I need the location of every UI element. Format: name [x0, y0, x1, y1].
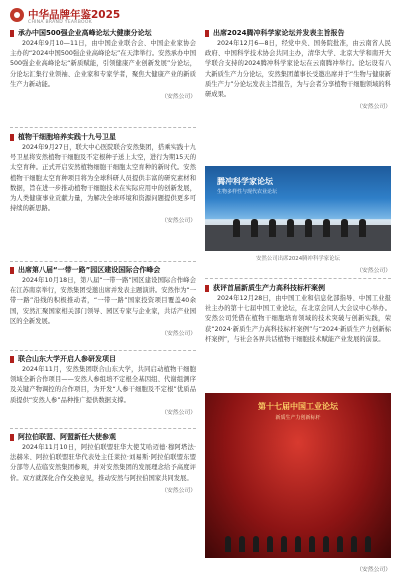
section-divider — [10, 261, 196, 262]
article-left-4 — [10, 432, 196, 494]
article-source: （安然公司） — [356, 268, 391, 274]
yearbook-logo-icon — [10, 8, 24, 22]
photo-speaker — [341, 219, 348, 237]
photo-caption: 安然公司出席2024腾冲科学家论坛 — [256, 256, 340, 262]
article-source: （安然公司） — [161, 218, 196, 225]
photo-speaker — [287, 219, 294, 237]
photo-awardee — [351, 536, 357, 552]
article-left-3 — [10, 354, 196, 416]
section-divider — [10, 350, 196, 351]
article-left-1 — [10, 132, 196, 224]
photo-awardee — [267, 536, 273, 552]
article-body: 2024年12月6—8日，经党中央、国务院批准，由云南省人民政府、中国科学技术协会共同主办，清华大学、北京大学和南开大学联合支持的2024腾冲科学家论坛在云南腾冲举行。论坛设有八大新质生产力分论坛，安然集团董事长受邀出席并于“生物与健康新质生产力”分论坛发表主旨报告，为与会者分享植物干细胞领域的科研成果。 — [205, 40, 391, 99]
section-divider — [10, 127, 196, 128]
photo-awardee — [323, 536, 329, 552]
photo-awardee — [365, 536, 371, 552]
photo-speaker — [233, 219, 240, 237]
photo-banner-text: 第十七届中国工业论坛 — [258, 402, 338, 411]
page-header — [10, 6, 390, 28]
photo-speaker — [359, 219, 366, 237]
photo-awardee — [309, 536, 315, 552]
article-source: （安然公司） — [356, 567, 391, 573]
photo-speaker — [323, 219, 330, 237]
photo-awardee — [281, 536, 287, 552]
article-body: 2024年9月10—11日，由中国企业联合会、中国企业家协会主办的“2024中国500强企业高峰论坛”在天津举行。安然承办中国500强企业高峰论坛“新质赋能，引领健康产业创新发展”分论坛，分论坛汇集行业领袖、企业家和专家学者，聚焦大健康产业的新质生产力新动能。 — [10, 40, 196, 88]
article-source: （安然公司） — [161, 409, 196, 416]
article-title: 出席2024腾冲科学家论坛并发表主旨报告 — [205, 28, 391, 38]
photo-awardee — [295, 536, 301, 552]
article-title: 承办中国500强企业高峰论坛大健康分论坛 — [10, 28, 196, 38]
article-source: （安然公司） — [161, 331, 196, 338]
section-divider — [205, 278, 391, 279]
article-body: 2024年12月28日，由中国工业和信息化部指导、中国工业报社主办的第十七届中国工业论坛，在北京会同人大会议中心举办。安然公司凭借在植物干细胞培育领域的技术突破与创新实践，荣获“2024·新质生产力高科技标杆案例”与“2024·新质生产力创新标杆案例”，与社会各界共话植物干细胞技术赋能产业发展的前景。 — [205, 295, 391, 343]
photo-awardee — [337, 536, 343, 552]
forum-stage-photo — [205, 166, 391, 251]
photo-banner-text: 腾冲科学家论坛 — [217, 177, 273, 186]
article-title: 阿拉伯联盟、阿盟新任大使参观 — [10, 432, 196, 442]
photo-speaker — [251, 219, 258, 237]
yearbook-title: 中华品牌年鉴2025 — [28, 9, 121, 21]
article-left-2 — [10, 265, 196, 337]
photo-speaker — [269, 219, 276, 237]
photo-banner-subtext: 生物多样性与现代农业论坛 — [217, 189, 278, 195]
section-divider — [10, 428, 196, 429]
yearbook-subtitle: CHINA BRAND YEARBOOK — [28, 20, 92, 25]
article-source: （安然公司） — [356, 104, 391, 111]
article-body: 2024年10月18日，第八届“一带一路”园区建设国际合作峰会在江苏南京举行，安然集团受邀出席并发表主题演讲。安然作为“一带一路”沿线的积极推动者，“一带一路”国家投资项目覆盖40余国，安然汇聚国家相关部门领导、园区专家与企业家，共话产业园区的全新发展。 — [10, 277, 196, 325]
photo-awardee — [253, 536, 259, 552]
article-title: 植物干细胞培养实践十九号卫星 — [10, 132, 196, 142]
article-body: 2024年11月，安然集团联合山东大学，共同启动植物干细胞领域全新合作项目——安然人参组培不定根全基因组、代谢组测序及关键产物调控的合作项目，为开发“人参干细胞及不定根”优质品质提供“安然人参”品种推广提供数据支撑。 — [10, 366, 196, 404]
article-source: （安然公司） — [161, 94, 196, 101]
photo-banner-subtext: 新质生产力创新标杆 — [275, 415, 321, 421]
article-right-0 — [205, 28, 391, 110]
article-left-0 — [10, 28, 196, 100]
article-body: 2024年11月10日，阿拉伯联盟驻华大使艾哈迈德·穆阿塔法·法赫米、阿拉伯联盟驻华代表处主任莱拉·刘易斯·阿拉伯联盟东盟分部等人莅临安然集团参观，并对安然集团的发展理念给予高度评价。双方就深化合作交换意见，推动安然与阿拉伯国家共同发展。 — [10, 444, 196, 482]
article-body: 2024年9月27日，联大中心医院联合安然集团，搭乘实践十九号卫星将安然植物干细胞及不定根种子送上太空，进行为期15天的太空育种。正式开启安然植物细胞干细胞太空育种的新时代。安然植物干细胞太空育种项目将为全球科研人员提供丰富的研究素材和数据，旨在进一步推动植物干细胞技术在实际应用中的创新发展，为人类健康事业贡献力量，为解决全球环境和资源问题提供更多可持续的新思路。 — [10, 144, 196, 213]
article-title: 出席第八届“一带一路”园区建设国际合作峰会 — [10, 265, 196, 275]
article-source: （安然公司） — [161, 487, 196, 494]
photo-awardee — [239, 536, 245, 552]
article-title: 获评首届新质生产力高科技标杆案例 — [205, 283, 391, 293]
award-ceremony-photo — [205, 393, 391, 558]
photo-speaker — [305, 219, 312, 237]
photo-awardee — [225, 536, 231, 552]
article-right-1 — [205, 283, 391, 345]
article-title: 联合山东大学开启人参研发项目 — [10, 354, 196, 364]
